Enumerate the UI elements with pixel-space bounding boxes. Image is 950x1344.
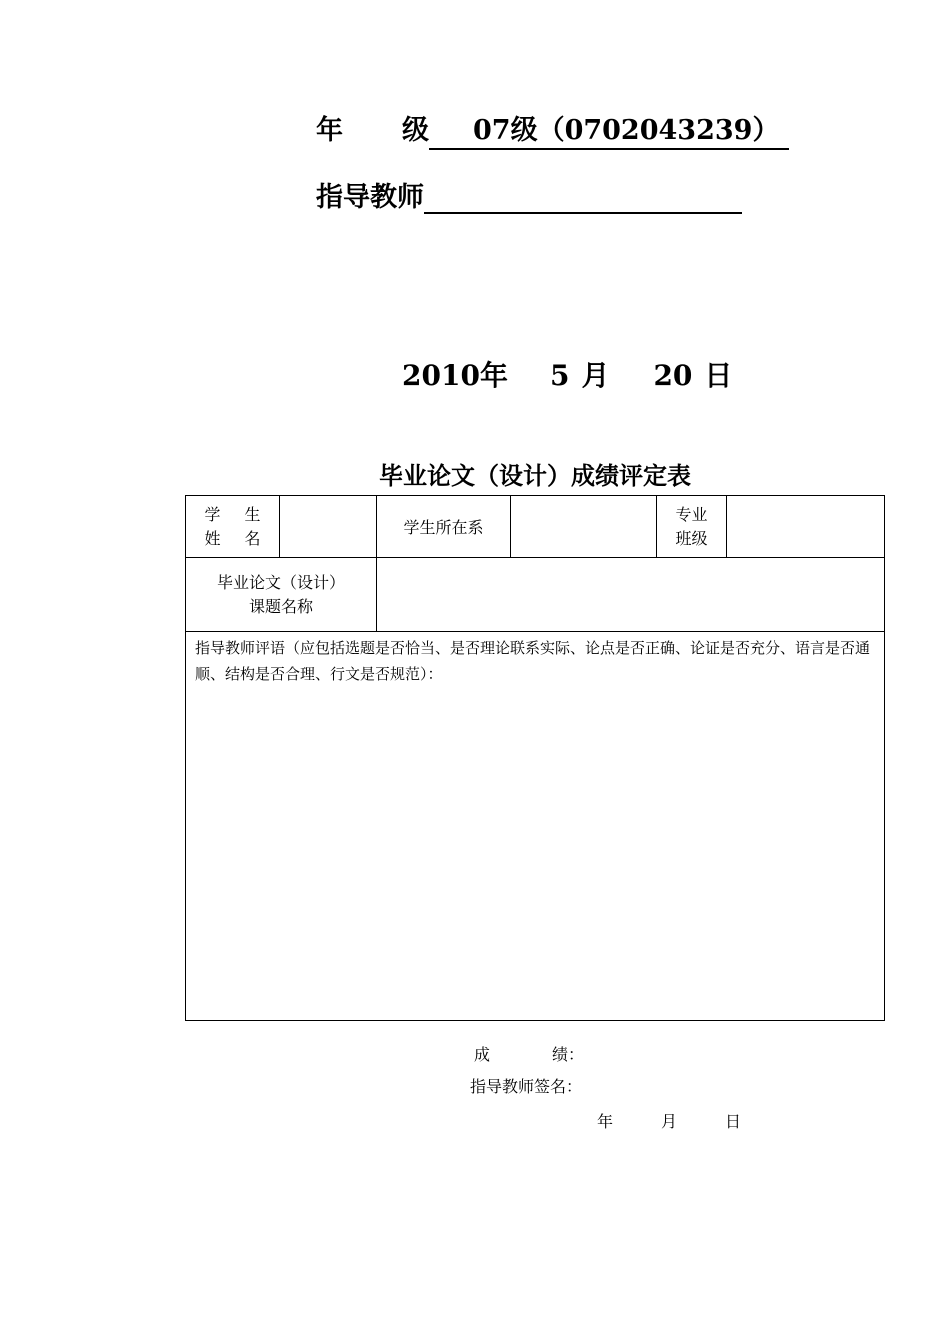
- date-month: 5: [549, 359, 570, 392]
- topic-label-line2: 课题名称: [248, 596, 313, 616]
- signature-date-month: 月: [661, 1112, 678, 1131]
- department-input-cell[interactable]: [511, 496, 657, 558]
- major-class-input-cell[interactable]: [727, 496, 885, 558]
- grade-label-second: 级: [402, 115, 429, 146]
- student-name-label-line1: 学 生: [204, 504, 261, 524]
- signature-date-day: 日: [725, 1112, 742, 1131]
- grade-value: 07级（0702043239）: [429, 114, 789, 150]
- major-class-label-line2: 班级: [675, 528, 708, 548]
- advisor-row: [316, 175, 742, 214]
- form-title: 毕业论文（设计）成绩评定表: [379, 461, 691, 490]
- student-name-input-cell[interactable]: [280, 496, 377, 558]
- date-year: 2010: [402, 359, 480, 392]
- score-label-second: 绩：: [552, 1045, 585, 1064]
- topic-input-cell[interactable]: [377, 558, 885, 632]
- date-day: 20: [653, 359, 693, 392]
- signature-date-year: 年: [597, 1112, 614, 1131]
- table-row-comment: [186, 632, 885, 1021]
- date-month-unit: 月: [581, 359, 610, 392]
- advisor-blank-field[interactable]: [424, 182, 742, 214]
- student-name-label-line2: 姓 名: [204, 528, 261, 548]
- topic-label-cell: [186, 558, 377, 632]
- score-label-first: 成: [474, 1045, 491, 1064]
- date-year-unit: 年: [479, 359, 508, 392]
- grade-row: [316, 108, 789, 150]
- table-row-student-info: [186, 496, 885, 558]
- score-line: [474, 1042, 584, 1065]
- advisor-label: 指导教师: [316, 182, 424, 213]
- date-row: [402, 354, 732, 394]
- table-row-topic: [186, 558, 885, 632]
- department-label-cell: 学生所在系: [377, 496, 511, 558]
- signature-date-line: [597, 1109, 741, 1132]
- major-class-label-line1: 专业: [675, 504, 708, 524]
- student-name-label-cell: [186, 496, 280, 558]
- grade-evaluation-table: [185, 495, 885, 1131]
- date-day-unit: 日: [704, 359, 733, 392]
- topic-label-line1: 毕业论文（设计）: [216, 572, 345, 592]
- grade-label-first: 年: [316, 115, 343, 146]
- comment-cell[interactable]: [186, 632, 885, 1131]
- signature-line: 指导教师签名：: [470, 1077, 583, 1096]
- major-class-label-cell: [657, 496, 727, 558]
- comment-instruction: 指导教师评语（应包括选题是否恰当、是否理论联系实际、论点是否正确、论证是否充分、语言是否通顺、结构是否合理、行文是否规范）：: [195, 639, 871, 683]
